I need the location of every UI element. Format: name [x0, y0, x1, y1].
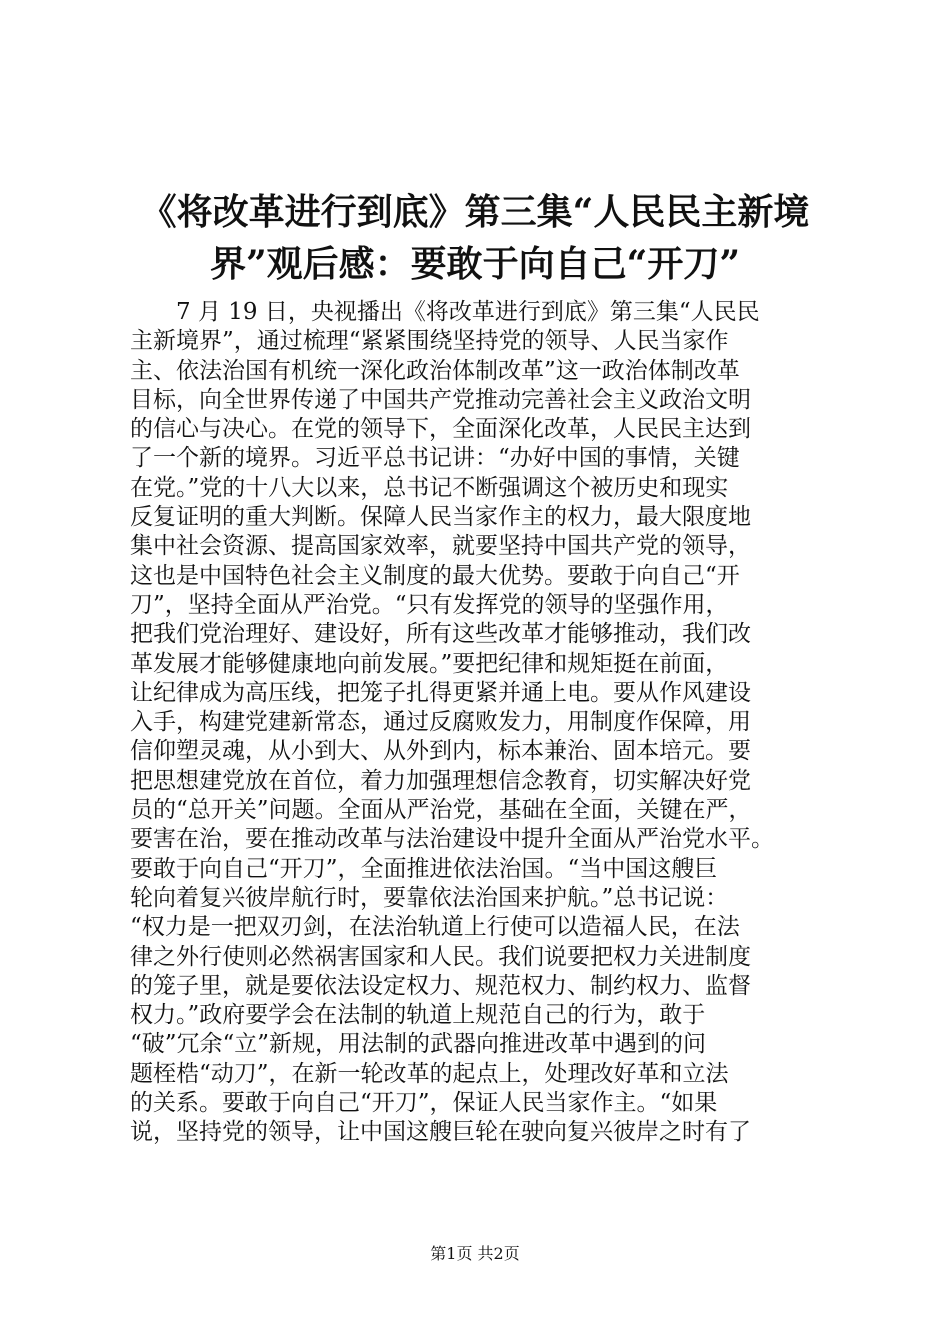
title-line: 《将改革进行到底》第三集“人民民主新境	[140, 191, 810, 233]
body-text-line: 集中社会资源、提高国家效率，就要坚持中国共产党的领导，	[130, 533, 751, 560]
page-number-footer: 第1页 共2页	[430, 1244, 520, 1263]
body-text-line: 题桎梏“动刀”，在新一轮改革的起点上，处理改好革和立法	[130, 1060, 729, 1087]
body-text-line: 说，坚持党的领导，让中国这艘巨轮在驶向复兴彼岸之时有了	[130, 1119, 751, 1146]
body-text-line: 信仰塑灵魂，从小到大、从外到内，标本兼治、固本培元。要	[130, 738, 751, 765]
body-text-line: 目标，向全世界传递了中国共产党推动完善社会主义政治文明	[130, 386, 751, 413]
body-text-line: 主新境界”，通过梳理“紧紧围绕坚持党的领导、人民当家作	[130, 328, 729, 355]
document-title	[118, 186, 832, 290]
body-text-line: 权力。”政府要学会在法制的轨道上规范自己的行为，敢于	[130, 1002, 706, 1029]
body-text-line: 轮向着复兴彼岸航行时，要靠依法治国来护航。”总书记说：	[130, 884, 729, 911]
body-text-line: 的信心与决心。在党的领导下，全面深化改革，人民民主达到	[130, 416, 751, 443]
title-line: 界”观后感：要敢于向自己“开刀”	[209, 243, 741, 285]
document-body	[130, 298, 835, 1148]
body-text-line: 反复证明的重大判断。保障人民当家作主的权力，最大限度地	[130, 504, 751, 531]
body-text-line: 革发展才能够健康地向前发展。”要把纪律和规矩挺在前面，	[130, 650, 729, 677]
body-text-line: 的关系。要敢于向自己“开刀”，保证人民当家作主。“如果	[130, 1090, 718, 1117]
body-text-line: 主、依法治国有机统一深化政治体制改革”这一政治体制改革	[130, 357, 740, 384]
body-text-line: 把思想建党放在首位，着力加强理想信念教育，切实解决好党	[130, 767, 751, 794]
body-text-line: 要敢于向自己“开刀”，全面推进依法治国。“当中国这艘巨	[130, 855, 718, 882]
body-text-line: 刀”，坚持全面从严治党。“只有发挥党的领导的坚强作用，	[130, 591, 729, 618]
body-text-line: 这也是中国特色社会主义制度的最大优势。要敢于向自己“开	[130, 562, 740, 589]
body-text-line: 员的“总开关”问题。全面从严治党，基础在全面，关键在严，	[130, 797, 752, 824]
body-text-line: 要害在治，要在推动改革与法治建设中提升全面从严治党水平。	[130, 826, 774, 853]
body-text-line: 入手，构建党建新常态，通过反腐败发力，用制度作保障，用	[130, 709, 751, 736]
body-text-line: 了一个新的境界。习近平总书记讲：“办好中国的事情，关键	[130, 445, 740, 472]
body-text-line: 的笼子里，就是要依法设定权力、规范权力、制约权力、监督	[130, 972, 751, 999]
body-text-line: 让纪律成为高压线，把笼子扎得更紧并通上电。要从作风建设	[130, 679, 751, 706]
body-text-line: 把我们党治理好、建设好，所有这些改革才能够推动，我们改	[130, 621, 751, 648]
body-text-line: “权力是一把双刃剑，在法治轨道上行使可以造福人民，在法	[130, 914, 740, 941]
body-text-line: “破”冗余“立”新规，用法制的武器向推进改革中遇到的问	[130, 1031, 707, 1058]
body-text-line: 在党。”党的十八大以来，总书记不断强调这个被历史和现实	[130, 474, 729, 501]
body-text-line: 7 月 19 日，央视播出《将改革进行到底》第三集“人民民	[176, 299, 760, 325]
body-text-line: 律之外行使则必然祸害国家和人民。我们说要把权力关进制度	[130, 943, 751, 970]
